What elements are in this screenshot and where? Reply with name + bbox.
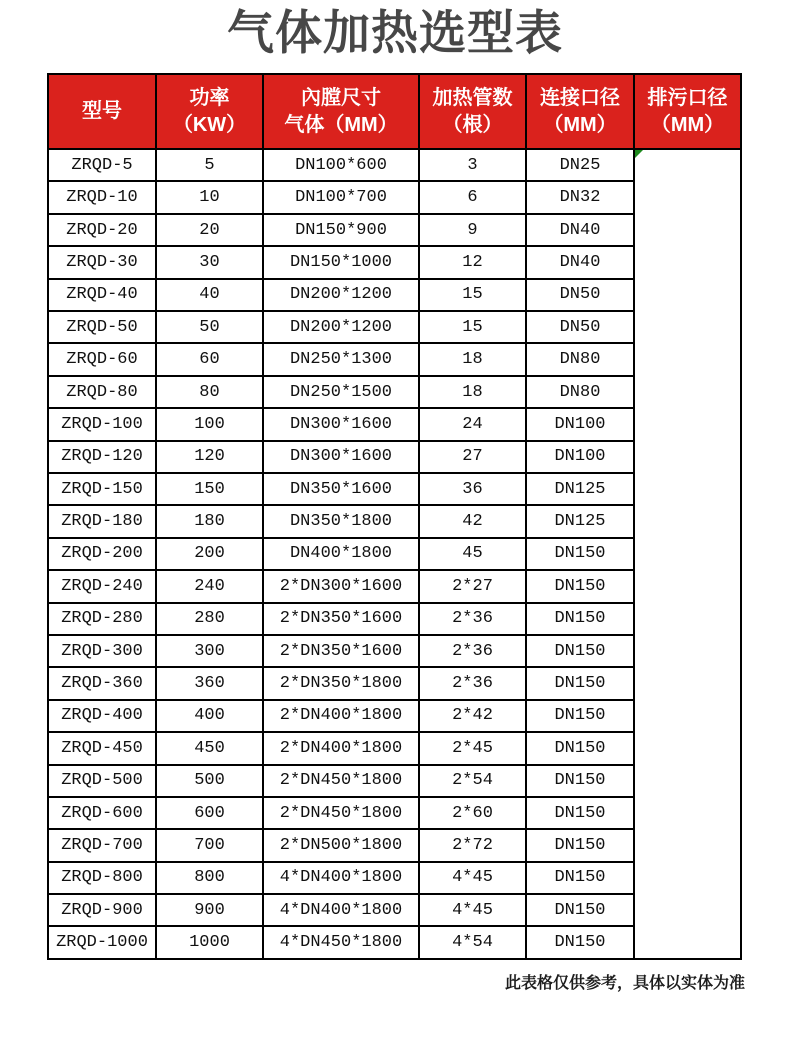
col-header-connection-diameter-line2: （MM） [543,113,617,136]
tube-count-cell: 4*45 [419,894,526,926]
tube-count-cell: 2*60 [419,797,526,829]
col-header-chamber-size [263,74,419,149]
connection-diameter-cell: DN150 [526,635,634,667]
chamber-size-cell: DN350*1800 [263,505,419,537]
connection-diameter-cell: DN125 [526,505,634,537]
col-header-power-line2: （KW） [172,113,247,136]
power-cell: 40 [156,279,263,311]
connection-diameter-cell: DN150 [526,603,634,635]
connection-diameter-cell: DN150 [526,829,634,861]
tube-count-cell: 24 [419,408,526,440]
connection-diameter-cell: DN80 [526,343,634,375]
connection-diameter-cell: DN25 [526,149,634,181]
power-cell: 180 [156,505,263,537]
power-cell: 1000 [156,926,263,958]
tube-count-cell: 2*42 [419,700,526,732]
power-cell: 20 [156,214,263,246]
connection-diameter-cell: DN50 [526,311,634,343]
tube-count-cell: 9 [419,214,526,246]
col-header-power-line1: 功率 [189,86,230,109]
connection-diameter-cell: DN150 [526,926,634,958]
power-cell: 5 [156,149,263,181]
connection-diameter-cell: DN150 [526,797,634,829]
tube-count-cell: 2*36 [419,603,526,635]
model-cell: ZRQD-40 [48,279,156,311]
tube-count-cell: 4*54 [419,926,526,958]
tube-count-cell: 12 [419,246,526,278]
model-cell: ZRQD-50 [48,311,156,343]
header-row [48,74,741,149]
connection-diameter-cell: DN50 [526,279,634,311]
power-cell: 300 [156,635,263,667]
connection-diameter-cell: DN150 [526,894,634,926]
power-cell: 120 [156,441,263,473]
model-cell: ZRQD-200 [48,538,156,570]
connection-diameter-cell: DN150 [526,700,634,732]
table-row [48,149,741,181]
col-header-tube-count [419,74,526,149]
connection-diameter-cell: DN150 [526,732,634,764]
col-header-model-line1: 型号 [82,100,122,123]
tube-count-cell: 6 [419,181,526,213]
col-header-drain-diameter [634,74,741,149]
power-cell: 240 [156,570,263,602]
power-cell: 30 [156,246,263,278]
model-cell: ZRQD-80 [48,376,156,408]
chamber-size-cell: 2*DN350*1600 [263,635,419,667]
connection-diameter-cell: DN40 [526,214,634,246]
model-cell: ZRQD-300 [48,635,156,667]
tube-count-cell: 2*54 [419,765,526,797]
model-cell: ZRQD-150 [48,473,156,505]
col-header-chamber-size-line2: 气体（MM） [284,113,398,136]
reference-footnote: 此表格仅供参考，具体以实体为准 [504,974,745,992]
tube-count-cell: 2*27 [419,570,526,602]
tube-count-cell: 18 [419,343,526,375]
connection-diameter-cell: DN80 [526,376,634,408]
chamber-size-cell: 2*DN500*1800 [263,829,419,861]
connection-diameter-cell: DN150 [526,570,634,602]
chamber-size-cell: 2*DN300*1600 [263,570,419,602]
power-cell: 200 [156,538,263,570]
connection-diameter-cell: DN150 [526,667,634,699]
tube-count-cell: 36 [419,473,526,505]
model-cell: ZRQD-180 [48,505,156,537]
power-cell: 400 [156,700,263,732]
connection-diameter-cell: DN150 [526,538,634,570]
tube-count-cell: 15 [419,311,526,343]
tube-count-cell: 2*36 [419,635,526,667]
model-cell: ZRQD-700 [48,829,156,861]
tube-count-cell: 2*36 [419,667,526,699]
chamber-size-cell: 4*DN450*1800 [263,926,419,958]
col-header-power [156,74,263,149]
tube-count-cell: 27 [419,441,526,473]
model-cell: ZRQD-30 [48,246,156,278]
power-cell: 500 [156,765,263,797]
chamber-size-cell: DN200*1200 [263,279,419,311]
model-cell: ZRQD-600 [48,797,156,829]
cell-error-marker-icon [635,150,643,158]
connection-diameter-cell: DN40 [526,246,634,278]
table-body [48,149,741,959]
tube-count-cell: 2*45 [419,732,526,764]
connection-diameter-cell: DN150 [526,862,634,894]
chamber-size-cell: 4*DN400*1800 [263,894,419,926]
power-cell: 900 [156,894,263,926]
chamber-size-cell: DN250*1300 [263,343,419,375]
tube-count-cell: 15 [419,279,526,311]
col-header-model [48,74,156,149]
power-cell: 800 [156,862,263,894]
tube-count-cell: 42 [419,505,526,537]
model-cell: ZRQD-20 [48,214,156,246]
model-cell: ZRQD-900 [48,894,156,926]
col-header-drain-diameter-line1: 排污口径 [647,86,728,109]
col-header-chamber-size-line1: 內膛尺寸 [301,86,381,109]
col-header-connection-diameter-line1: 连接口径 [540,86,620,109]
chamber-size-cell: DN150*900 [263,214,419,246]
chamber-size-cell: 2*DN450*1800 [263,797,419,829]
page-title: 气体加热选型表 [227,6,563,59]
tube-count-cell: 2*72 [419,829,526,861]
chamber-size-cell: DN400*1800 [263,538,419,570]
tube-count-cell: 45 [419,538,526,570]
model-cell: ZRQD-400 [48,700,156,732]
chamber-size-cell: DN350*1600 [263,473,419,505]
col-header-drain-diameter-line2: （MM） [650,113,725,136]
power-cell: 600 [156,797,263,829]
model-cell: ZRQD-1000 [48,926,156,958]
power-cell: 80 [156,376,263,408]
model-cell: ZRQD-450 [48,732,156,764]
chamber-size-cell: DN100*700 [263,181,419,213]
tube-count-cell: 4*45 [419,862,526,894]
model-cell: ZRQD-10 [48,181,156,213]
chamber-size-cell: DN300*1600 [263,441,419,473]
col-header-tube-count-line2: （根） [442,113,503,136]
model-cell: ZRQD-800 [48,862,156,894]
power-cell: 280 [156,603,263,635]
chamber-size-cell: 2*DN350*1800 [263,667,419,699]
chamber-size-cell: DN300*1600 [263,408,419,440]
power-cell: 700 [156,829,263,861]
connection-diameter-cell: DN100 [526,408,634,440]
power-cell: 50 [156,311,263,343]
col-header-tube-count-line1: 加热管数 [432,86,513,109]
model-cell: ZRQD-500 [48,765,156,797]
power-cell: 100 [156,408,263,440]
chamber-size-cell: DN150*1000 [263,246,419,278]
chamber-size-cell: DN200*1200 [263,311,419,343]
model-cell: ZRQD-60 [48,343,156,375]
tube-count-cell: 3 [419,149,526,181]
chamber-size-cell: 2*DN400*1800 [263,732,419,764]
model-cell: ZRQD-360 [48,667,156,699]
power-cell: 60 [156,343,263,375]
model-cell: ZRQD-100 [48,408,156,440]
model-cell: ZRQD-5 [48,149,156,181]
chamber-size-cell: 2*DN450*1800 [263,765,419,797]
chamber-size-cell: DN250*1500 [263,376,419,408]
drain-diameter-merged-cell [634,149,741,959]
power-cell: 150 [156,473,263,505]
power-cell: 360 [156,667,263,699]
model-cell: ZRQD-240 [48,570,156,602]
connection-diameter-cell: DN32 [526,181,634,213]
connection-diameter-cell: DN125 [526,473,634,505]
model-cell: ZRQD-120 [48,441,156,473]
connection-diameter-cell: DN100 [526,441,634,473]
power-cell: 450 [156,732,263,764]
col-header-connection-diameter [526,74,634,149]
chamber-size-cell: 2*DN350*1600 [263,603,419,635]
chamber-size-cell: 4*DN400*1800 [263,862,419,894]
chamber-size-cell: 2*DN400*1800 [263,700,419,732]
power-cell: 10 [156,181,263,213]
table-header [48,74,741,149]
connection-diameter-cell: DN150 [526,765,634,797]
gas-heater-selection-table [47,73,742,960]
chamber-size-cell: DN100*600 [263,149,419,181]
model-cell: ZRQD-280 [48,603,156,635]
tube-count-cell: 18 [419,376,526,408]
